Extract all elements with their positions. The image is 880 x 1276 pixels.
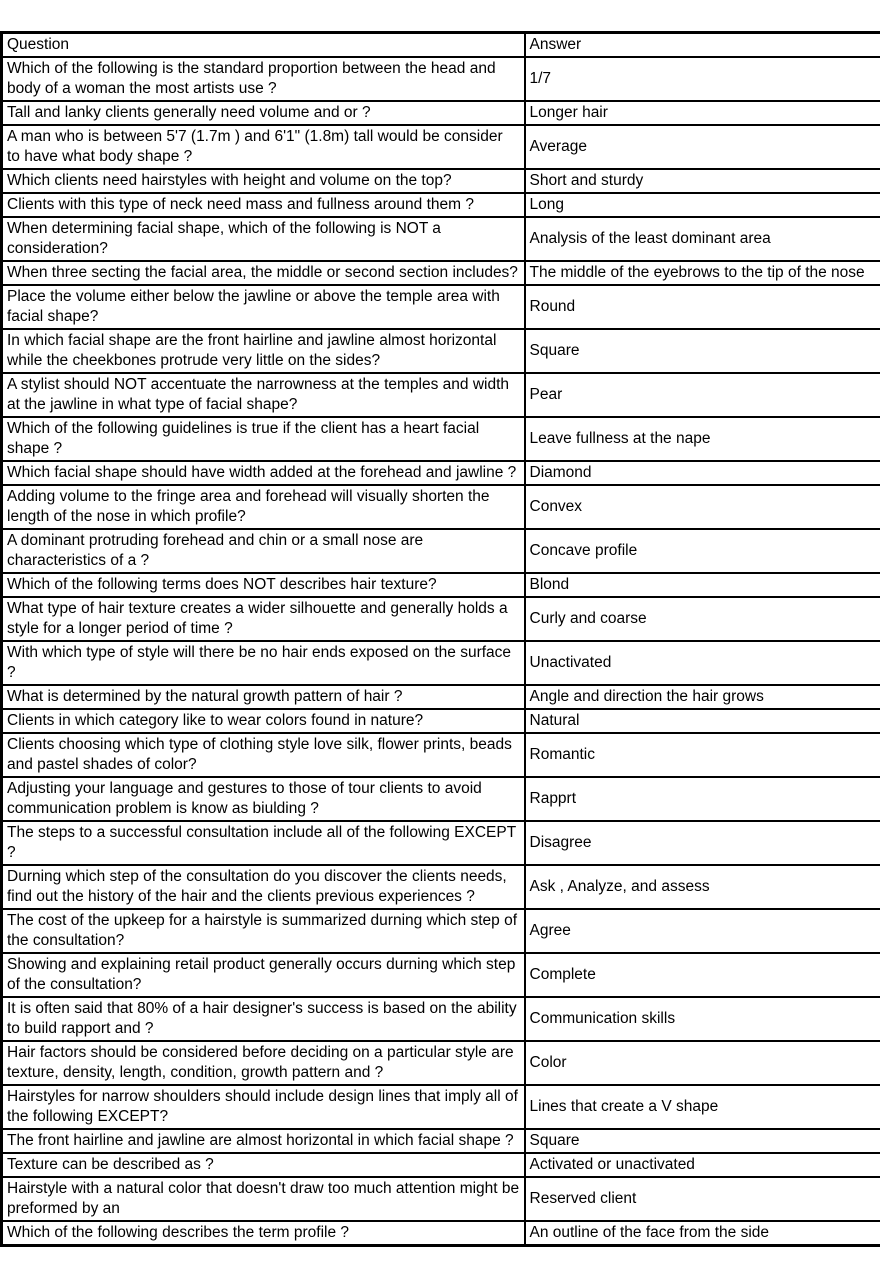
- answer-cell: Activated or unactivated: [525, 1153, 880, 1177]
- answer-cell: Reserved client: [525, 1177, 880, 1221]
- question-cell: A stylist should NOT accentuate the narrowness at the temples and width at the jawline in what type of facial shape?: [2, 373, 525, 417]
- header-row: [2, 33, 880, 58]
- answer-cell: Short and sturdy: [525, 169, 880, 193]
- question-cell: Which of the following terms does NOT describes hair texture?: [2, 573, 525, 597]
- answer-cell: Concave profile: [525, 529, 880, 573]
- column-header-answer: Answer: [525, 33, 880, 58]
- answer-cell: Lines that create a V shape: [525, 1085, 880, 1129]
- question-cell: Clients with this type of neck need mass and fullness around them ?: [2, 193, 525, 217]
- table-row: [2, 417, 880, 461]
- question-cell: Hairstyle with a natural color that doesn't draw too much attention might be preformed by an: [2, 1177, 525, 1221]
- answer-cell: 1/7: [525, 57, 880, 101]
- answer-cell: Agree: [525, 909, 880, 953]
- answer-cell: Rapprt: [525, 777, 880, 821]
- question-cell: A man who is between 5'7 (1.7m ) and 6'1" (1.8m) tall would be consider to have what body shape ?: [2, 125, 525, 169]
- table-row: [2, 777, 880, 821]
- table-row: [2, 373, 880, 417]
- question-cell: Which of the following describes the term profile ?: [2, 1221, 525, 1246]
- answer-cell: Romantic: [525, 733, 880, 777]
- question-cell: What is determined by the natural growth pattern of hair ?: [2, 685, 525, 709]
- answer-cell: Unactivated: [525, 641, 880, 685]
- answer-cell: Complete: [525, 953, 880, 997]
- question-cell: Showing and explaining retail product generally occurs durning which step of the consultation?: [2, 953, 525, 997]
- answer-cell: Longer hair: [525, 101, 880, 125]
- qa-table: [0, 31, 880, 1247]
- question-cell: Which clients need hairstyles with height and volume on the top?: [2, 169, 525, 193]
- answer-cell: Long: [525, 193, 880, 217]
- answer-cell: Curly and coarse: [525, 597, 880, 641]
- answer-cell: Angle and direction the hair grows: [525, 685, 880, 709]
- answer-cell: Communication skills: [525, 997, 880, 1041]
- question-cell: A dominant protruding forehead and chin or a small nose are characteristics of a ?: [2, 529, 525, 573]
- table-row: [2, 101, 880, 125]
- table-row: [2, 285, 880, 329]
- question-cell: Which facial shape should have width added at the forehead and jawline ?: [2, 461, 525, 485]
- table-row: [2, 169, 880, 193]
- column-header-question: Question: [2, 33, 525, 58]
- answer-cell: Average: [525, 125, 880, 169]
- question-cell: What type of hair texture creates a wider silhouette and generally holds a style for a longer period of time ?: [2, 597, 525, 641]
- answer-cell: Color: [525, 1041, 880, 1085]
- table-row: [2, 1221, 880, 1246]
- table-row: [2, 997, 880, 1041]
- table-row: [2, 1129, 880, 1153]
- table-row: [2, 261, 880, 285]
- question-cell: Tall and lanky clients generally need volume and or ?: [2, 101, 525, 125]
- answer-cell: Natural: [525, 709, 880, 733]
- table-row: [2, 641, 880, 685]
- question-cell: Texture can be described as ?: [2, 1153, 525, 1177]
- answer-cell: Pear: [525, 373, 880, 417]
- answer-cell: Diamond: [525, 461, 880, 485]
- question-cell: The cost of the upkeep for a hairstyle is summarized durning which step of the consultation?: [2, 909, 525, 953]
- table-row: [2, 1041, 880, 1085]
- question-cell: Which of the following guidelines is true if the client has a heart facial shape ?: [2, 417, 525, 461]
- answer-cell: Leave fullness at the nape: [525, 417, 880, 461]
- answer-cell: The middle of the eyebrows to the tip of the nose: [525, 261, 880, 285]
- table-row: [2, 597, 880, 641]
- table-row: [2, 485, 880, 529]
- question-cell: With which type of style will there be no hair ends exposed on the surface ?: [2, 641, 525, 685]
- question-cell: Which of the following is the standard proportion between the head and body of a woman the most artists use ?: [2, 57, 525, 101]
- answer-cell: Ask , Analyze, and assess: [525, 865, 880, 909]
- table-row: [2, 1177, 880, 1221]
- table-row: [2, 193, 880, 217]
- answer-cell: Blond: [525, 573, 880, 597]
- answer-cell: Analysis of the least dominant area: [525, 217, 880, 261]
- question-cell: Adjusting your language and gestures to those of tour clients to avoid communication problem is know as biulding ?: [2, 777, 525, 821]
- question-cell: When three secting the facial area, the middle or second section includes?: [2, 261, 525, 285]
- table-row: [2, 529, 880, 573]
- table-row: [2, 865, 880, 909]
- table-row: [2, 573, 880, 597]
- question-cell: Durning which step of the consultation do you discover the clients needs, find out the history of the hair and the clients previous experiences ?: [2, 865, 525, 909]
- table-row: [2, 461, 880, 485]
- question-cell: In which facial shape are the front hairline and jawline almost horizontal while the cheekbones protrude very little on the sides?: [2, 329, 525, 373]
- table-row: [2, 821, 880, 865]
- table-row: [2, 57, 880, 101]
- answer-cell: Disagree: [525, 821, 880, 865]
- question-cell: Clients in which category like to wear colors found in nature?: [2, 709, 525, 733]
- table-row: [2, 1153, 880, 1177]
- table-row: [2, 953, 880, 997]
- table-row: [2, 329, 880, 373]
- table-row: [2, 685, 880, 709]
- table-body: [2, 57, 880, 1246]
- answer-cell: Round: [525, 285, 880, 329]
- table-row: [2, 217, 880, 261]
- question-cell: The front hairline and jawline are almost horizontal in which facial shape ?: [2, 1129, 525, 1153]
- table-row: [2, 733, 880, 777]
- question-cell: Hair factors should be considered before deciding on a particular style are texture, density, length, condition, growth pattern and ?: [2, 1041, 525, 1085]
- answer-cell: Square: [525, 1129, 880, 1153]
- question-cell: Adding volume to the fringe area and forehead will visually shorten the length of the nose in which profile?: [2, 485, 525, 529]
- table-row: [2, 709, 880, 733]
- table-row: [2, 1085, 880, 1129]
- question-cell: Clients choosing which type of clothing style love silk, flower prints, beads and pastel shades of color?: [2, 733, 525, 777]
- question-cell: Hairstyles for narrow shoulders should include design lines that imply all of the following EXCEPT?: [2, 1085, 525, 1129]
- question-cell: Place the volume either below the jawline or above the temple area with facial shape?: [2, 285, 525, 329]
- answer-cell: An outline of the face from the side: [525, 1221, 880, 1246]
- question-cell: When determining facial shape, which of the following is NOT a consideration?: [2, 217, 525, 261]
- answer-cell: Convex: [525, 485, 880, 529]
- table-row: [2, 909, 880, 953]
- question-cell: The steps to a successful consultation include all of the following EXCEPT ?: [2, 821, 525, 865]
- question-cell: It is often said that 80% of a hair designer's success is based on the ability to build rapport and ?: [2, 997, 525, 1041]
- answer-cell: Square: [525, 329, 880, 373]
- table-row: [2, 125, 880, 169]
